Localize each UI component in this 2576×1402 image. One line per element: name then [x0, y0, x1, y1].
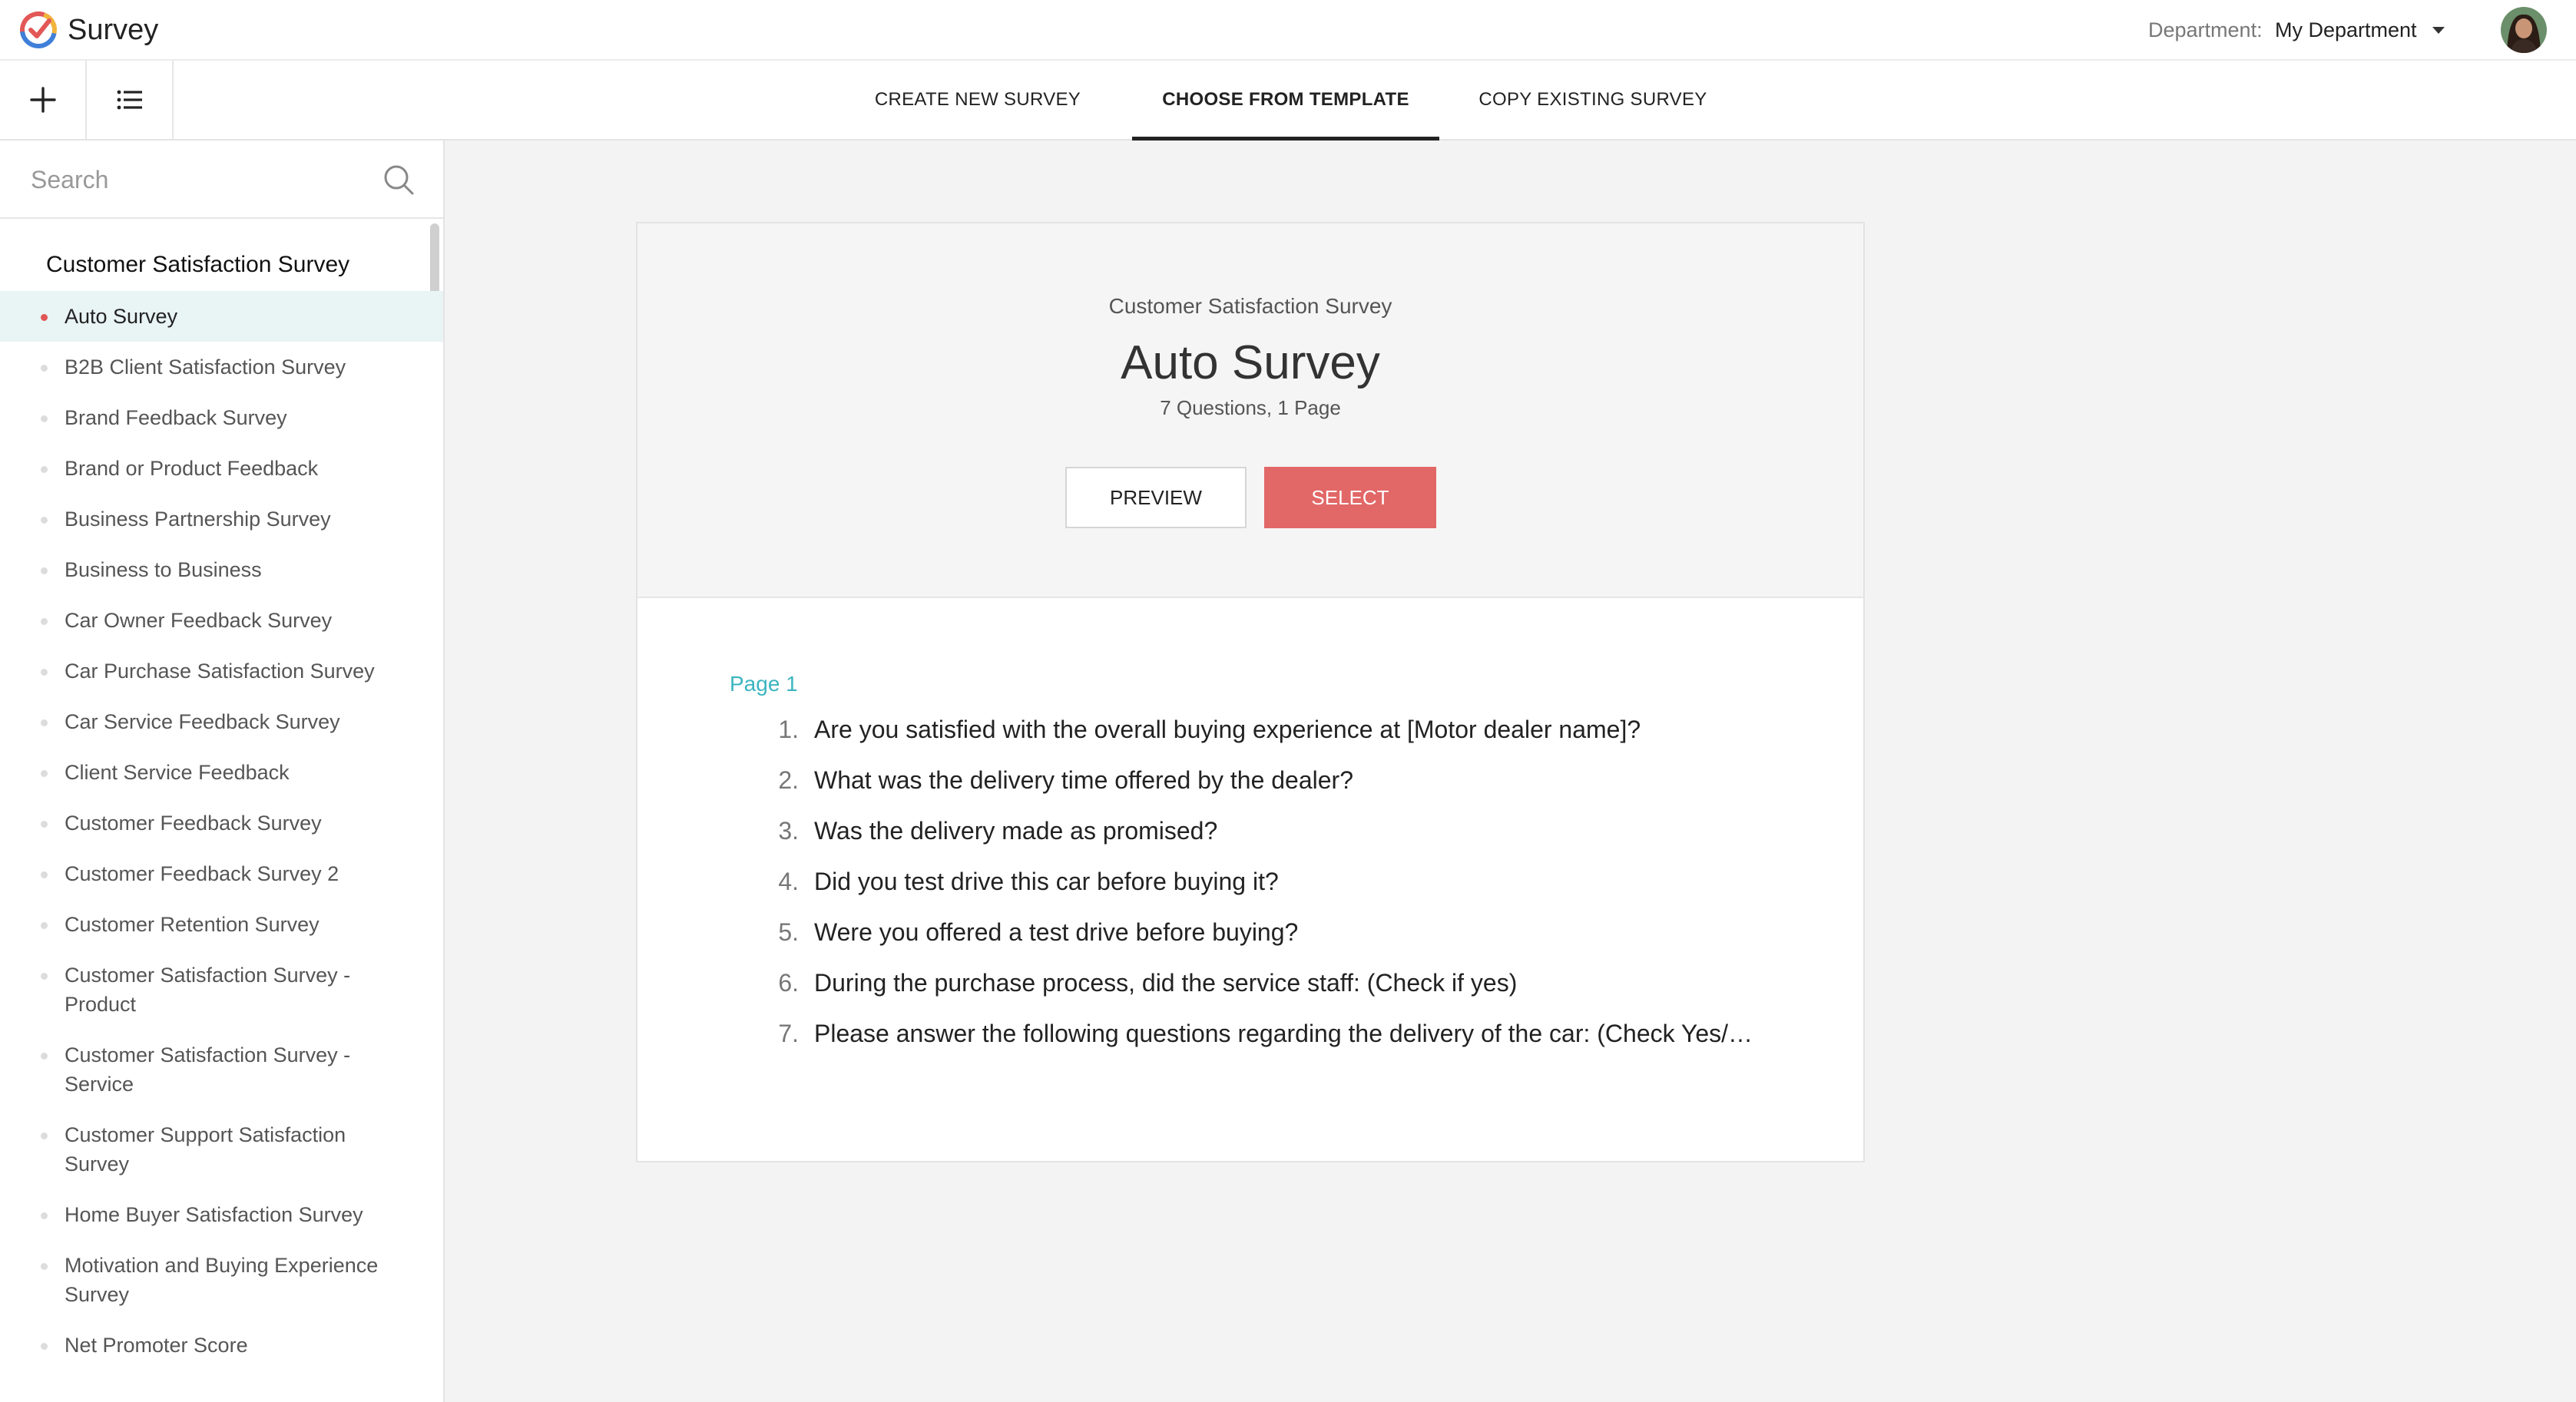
sidebar-item-label: Home Buyer Satisfaction Survey: [65, 1203, 363, 1226]
template-preview-card: [636, 222, 1865, 1162]
sidebar-item[interactable]: [0, 443, 443, 494]
sidebar-item[interactable]: [0, 1189, 443, 1240]
question-item: [753, 918, 1774, 968]
question-text: What was the delivery time offered by the dealer?: [814, 766, 1353, 794]
sidebar-item-label: Brand or Product Feedback: [65, 457, 319, 480]
select-button[interactable]: SELECT: [1264, 467, 1436, 528]
template-header: [637, 223, 1863, 598]
template-group-title: Customer Satisfaction Survey: [46, 252, 350, 277]
question-item: [753, 867, 1774, 918]
search-input[interactable]: [31, 160, 361, 199]
bullet-dot-icon: [41, 719, 48, 726]
sidebar-item-label: Business to Business: [65, 558, 262, 581]
question-number: 2.: [778, 766, 799, 794]
sub-toolbar: [0, 61, 2576, 141]
question-item: [753, 715, 1774, 765]
tab-copy-existing-survey[interactable]: COPY EXISTING SURVEY: [1478, 89, 1707, 110]
search-bar: [0, 141, 443, 219]
sidebar-item[interactable]: [0, 342, 443, 392]
top-bar: [0, 0, 2576, 61]
sidebar-item[interactable]: [0, 798, 443, 848]
sidebar-item[interactable]: [0, 392, 443, 443]
sidebar-item-label: Motivation and Buying Experience Survey: [65, 1254, 379, 1306]
bullet-dot-icon: [41, 1263, 48, 1270]
search-icon[interactable]: [382, 164, 415, 196]
sidebar-item-label: Car Service Feedback Survey: [65, 710, 340, 733]
tab-bar: [0, 61, 2576, 139]
template-list: [0, 291, 443, 1371]
sidebar-item-label: Car Purchase Satisfaction Survey: [65, 660, 375, 683]
bullet-dot-icon: [41, 1053, 48, 1060]
question-number: 5.: [778, 918, 799, 946]
question-text: Did you test drive this car before buying it?: [814, 868, 1279, 895]
bullet-dot-icon: [41, 415, 48, 422]
question-item: [753, 765, 1774, 816]
question-number: 7.: [778, 1020, 799, 1047]
bullet-dot-icon: [41, 365, 48, 372]
sidebar-item-label: Net Promoter Score: [65, 1334, 248, 1357]
question-text: Were you offered a test drive before buying?: [814, 918, 1299, 946]
question-number: 6.: [778, 969, 799, 997]
bullet-dot-icon: [41, 618, 48, 625]
bullet-dot-icon: [41, 821, 48, 828]
sidebar-item-label: Customer Satisfaction Survey - Product: [65, 964, 351, 1016]
question-list: [753, 715, 1774, 1070]
sidebar-item[interactable]: [0, 899, 443, 950]
avatar-icon: [2501, 7, 2547, 53]
sidebar-item-label: Customer Satisfaction Survey - Service: [65, 1043, 351, 1096]
question-text: During the purchase process, did the service staff: (Check if yes): [814, 969, 1518, 997]
bullet-dot-icon: [41, 770, 48, 777]
sidebar-item-label: Client Service Feedback: [65, 761, 290, 784]
sidebar-item[interactable]: [0, 1109, 443, 1189]
user-avatar[interactable]: [2501, 7, 2547, 53]
sidebar-item[interactable]: [0, 848, 443, 899]
page-label: Page 1: [730, 672, 798, 696]
sidebar-item-label: B2B Client Satisfaction Survey: [65, 355, 346, 379]
sidebar-item-label: Auto Survey: [65, 305, 178, 328]
bullet-dot-icon: [41, 1343, 48, 1350]
bullet-dot-icon: [41, 314, 48, 321]
sidebar-item-label: Brand Feedback Survey: [65, 406, 287, 429]
sidebar-item-label: Car Owner Feedback Survey: [65, 609, 333, 632]
question-text: Was the delivery made as promised?: [814, 817, 1218, 845]
chevron-down-icon: [2432, 27, 2445, 34]
sidebar-item[interactable]: [0, 1030, 443, 1109]
template-meta: 7 Questions, 1 Page: [1160, 396, 1341, 419]
tab-choose-from-template[interactable]: CHOOSE FROM TEMPLATE: [1132, 61, 1439, 139]
bullet-dot-icon: [41, 871, 48, 878]
template-sidebar: [0, 141, 445, 1402]
sidebar-item[interactable]: [0, 1240, 443, 1320]
tab-create-new-survey[interactable]: CREATE NEW SURVEY: [874, 89, 1081, 110]
department-value: My Department: [2275, 18, 2417, 41]
sidebar-item-label: Customer Feedback Survey 2: [65, 862, 339, 885]
sidebar-item-label: Business Partnership Survey: [65, 508, 331, 531]
sidebar-item[interactable]: [0, 696, 443, 747]
bullet-dot-icon: [41, 567, 48, 574]
question-text: Are you satisfied with the overall buying experience at [Motor dealer name]?: [814, 716, 1641, 743]
department-dropdown[interactable]: [2275, 17, 2445, 43]
survey-logo-icon[interactable]: [18, 10, 58, 50]
question-number: 4.: [778, 868, 799, 895]
bullet-dot-icon: [41, 973, 48, 980]
bullet-dot-icon: [41, 669, 48, 676]
bullet-dot-icon: [41, 1133, 48, 1139]
question-number: 1.: [778, 716, 799, 743]
sidebar-item[interactable]: [0, 950, 443, 1030]
preview-button[interactable]: PREVIEW: [1065, 467, 1247, 528]
question-item: [753, 1019, 1774, 1070]
sidebar-item-label: Customer Retention Survey: [65, 913, 320, 936]
template-category: Customer Satisfaction Survey: [1108, 294, 1392, 318]
question-text: Please answer the following questions regarding the delivery of the car: (Check Yes/…: [814, 1020, 1753, 1047]
sidebar-item[interactable]: [0, 747, 443, 798]
bullet-dot-icon: [41, 466, 48, 473]
question-number: 3.: [778, 817, 799, 845]
sidebar-item[interactable]: [0, 544, 443, 595]
app-title: Survey: [68, 14, 159, 46]
sidebar-item[interactable]: [0, 291, 443, 342]
bullet-dot-icon: [41, 517, 48, 524]
department-label: Department:: [2148, 18, 2263, 41]
sidebar-item[interactable]: [0, 494, 443, 544]
sidebar-item[interactable]: [0, 595, 443, 646]
sidebar-item[interactable]: [0, 1320, 443, 1371]
question-item: [753, 816, 1774, 867]
bullet-dot-icon: [41, 1212, 48, 1219]
sidebar-item[interactable]: [0, 646, 443, 696]
question-item: [753, 968, 1774, 1019]
bullet-dot-icon: [41, 922, 48, 929]
sidebar-item-label: Customer Support Satisfaction Survey: [65, 1123, 346, 1175]
template-title: Auto Survey: [1121, 336, 1380, 389]
sidebar-item-label: Customer Feedback Survey: [65, 812, 322, 835]
